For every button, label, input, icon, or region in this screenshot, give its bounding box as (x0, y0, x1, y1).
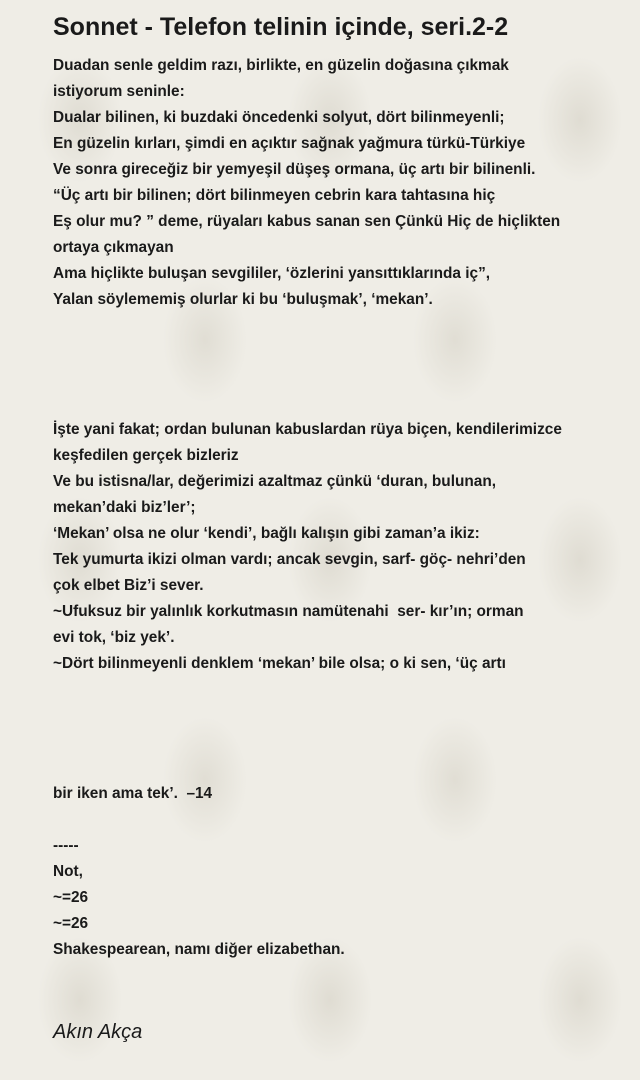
poem-line: En güzelin kırları, şimdi en açıktır sağnak yağmura türkü-Türkiye (53, 135, 526, 152)
poem-line: bir iken ama tek’. –14 (53, 785, 213, 802)
poem-line: Not, (53, 863, 83, 880)
poem-line: ~=26 (53, 889, 89, 906)
poem-body (53, 53, 613, 963)
poem-line: İşte yani fakat; ordan bulunan kabuslardan rüya biçen, kendilerimizce (53, 421, 562, 438)
poem-line: Tek yumurta ikizi olman vardı; ancak sevgin, sarf- göç- nehri’den (53, 551, 526, 568)
blank-line (53, 339, 613, 365)
poem-line: ~=26 (53, 915, 89, 932)
blank-line (53, 703, 613, 729)
poem-line: ortaya çıkmayan (53, 239, 174, 256)
poem-line: keşfedilen gerçek bizleriz (53, 447, 239, 464)
poem-line: Yalan söylememiş olurlar ki bu ‘buluşmak’, ‘mekan’. (53, 291, 433, 308)
poem-line: “Üç artı bir bilinen; dört bilinmeyen cebrin kara tahtasına hiç (53, 187, 496, 204)
poem-line: ‘Mekan’ olsa ne olur ‘kendi’, bağlı kalışın gibi zaman’a ikiz: (53, 525, 480, 542)
poem-title: Sonnet - Telefon telinin içinde, seri.2-2 (53, 13, 509, 41)
poem-line: istiyorum seninle: (53, 83, 185, 100)
poem-line: Duadan senle geldim razı, birlikte, en güzelin doğasına çıkmak (53, 57, 509, 74)
blank-line (53, 677, 613, 703)
blank-line (53, 807, 613, 833)
poem-line: Eş olur mu? ” deme, rüyaları kabus sanan sen Çünkü Hiç de hiçlikten (53, 213, 561, 230)
poem-line: çok elbet Biz’i sever. (53, 577, 204, 594)
poem-line: mekan’daki biz’ler’; (53, 499, 196, 516)
poem-line: ----- (53, 837, 79, 854)
blank-line (53, 313, 613, 339)
author-name: Akın Akça (53, 1021, 143, 1043)
blank-line (53, 365, 613, 391)
poem-line: ~Dört bilinmeyenli denklem ‘mekan’ bile olsa; o ki sen, ‘üç artı (53, 655, 506, 672)
blank-line (53, 391, 613, 417)
poem-line: Ama hiçlikte buluşan sevgililer, ‘özlerini yansıttıklarında iç”, (53, 265, 491, 282)
poem-line: Shakespearean, namı diğer elizabethan. (53, 941, 345, 958)
poem-line: Ve bu istisna/lar, değerimizi azaltmaz çünkü ‘duran, bulunan, (53, 473, 497, 490)
blank-line (53, 755, 613, 781)
poem-line: Ve sonra gireceğiz bir yemyeşil düşeş ormana, üç artı bir bilinenli. (53, 161, 536, 178)
blank-line (53, 729, 613, 755)
poem-line: Dualar bilinen, ki buzdaki öncedenki solyut, dört bilinmeyenli; (53, 109, 505, 126)
poem-line: ~Ufuksuz bir yalınlık korkutmasın namütenahi ser- kır’ın; orman (53, 603, 524, 620)
poem-line: evi tok, ‘biz yek’. (53, 629, 175, 646)
